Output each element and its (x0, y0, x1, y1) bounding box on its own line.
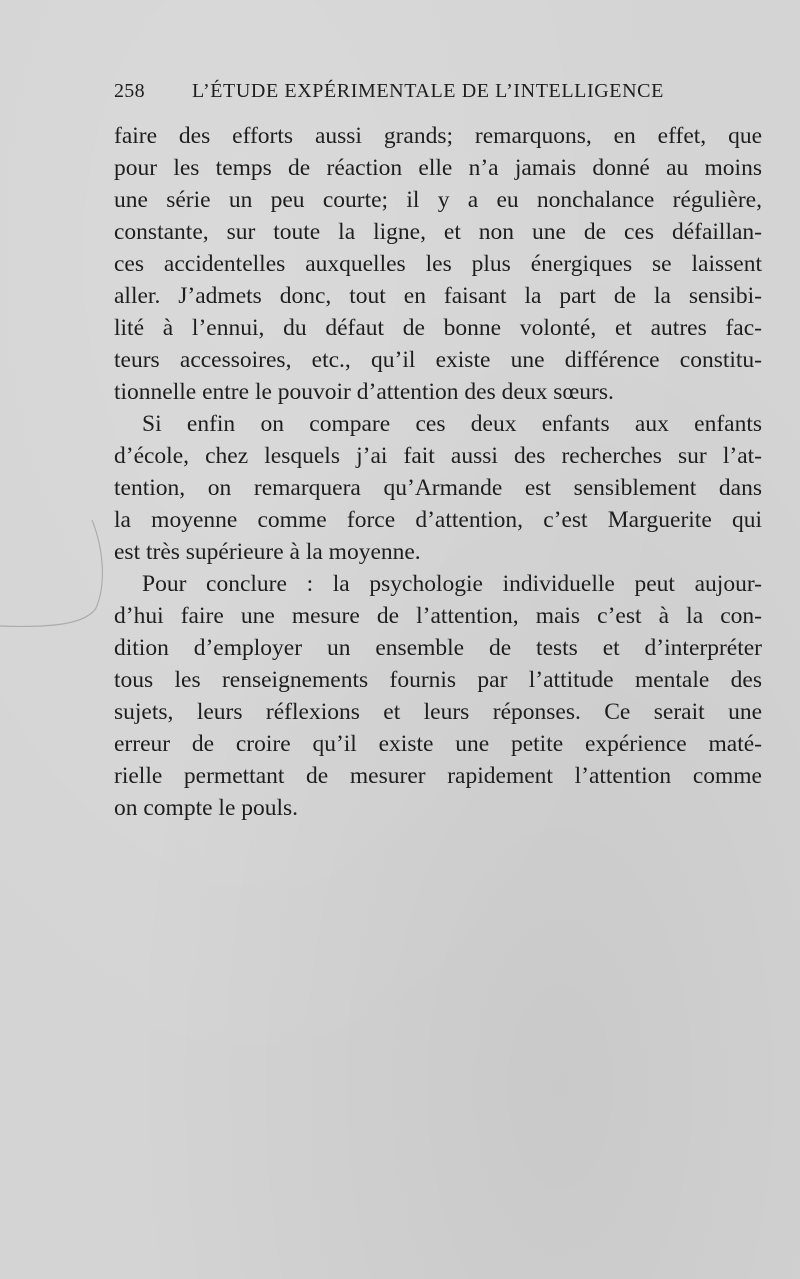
pencil-margin-mark (0, 500, 120, 660)
text-line: est très supérieure à la moyenne. (114, 539, 421, 565)
text-line: sujets, leurs réflexions et leurs réponses. Ce serait une (114, 699, 762, 725)
text-line: ces accidentelles auxquelles les plus énergiques se laissent (114, 251, 762, 277)
text-line: constante, sur toute la ligne, et non une de ces défaillan- (114, 219, 762, 245)
text-line: Pour conclure : la psychologie individuelle peut aujour- (142, 571, 762, 597)
text-line: tention, on remarquera qu’Armande est sensiblement dans (114, 475, 762, 501)
text-line: d’école, chez lesquels j’ai fait aussi des recherches sur l’at- (114, 443, 762, 469)
text-line: tous les renseignements fournis par l’attitude mentale des (114, 667, 762, 693)
running-head (114, 80, 700, 110)
body-text (114, 120, 762, 824)
text-line: lité à l’ennui, du défaut de bonne volonté, et autres fac- (114, 315, 762, 341)
text-line: faire des efforts aussi grands; remarquons, en effet, que (114, 123, 762, 149)
text-line: tionnelle entre le pouvoir d’attention des deux sœurs. (114, 379, 614, 405)
text-line: teurs accessoires, etc., qu’il existe une différence constitu- (114, 347, 762, 373)
running-title: L’ÉTUDE EXPÉRIMENTALE DE L’INTELLIGENCE (192, 80, 664, 102)
text-line: rielle permettant de mesurer rapidement l’attention comme (114, 763, 762, 789)
text-line: une série un peu courte; il y a eu nonchalance régulière, (114, 187, 762, 213)
text-line: erreur de croire qu’il existe une petite expérience maté- (114, 731, 762, 757)
text-line: on compte le pouls. (114, 795, 299, 821)
text-line: d’hui faire une mesure de l’attention, mais c’est à la con- (114, 603, 762, 629)
text-line: Si enfin on compare ces deux enfants aux enfants (142, 411, 762, 437)
text-line: pour les temps de réaction elle n’a jamais donné au moins (114, 155, 762, 181)
page-number: 258 (114, 80, 145, 102)
text-line: aller. J’admets donc, tout en faisant la part de la sensibi- (114, 283, 762, 309)
text-line: la moyenne comme force d’attention, c’est Marguerite qui (114, 507, 762, 533)
text-line: dition d’employer un ensemble de tests et d’interpréter (114, 635, 762, 661)
